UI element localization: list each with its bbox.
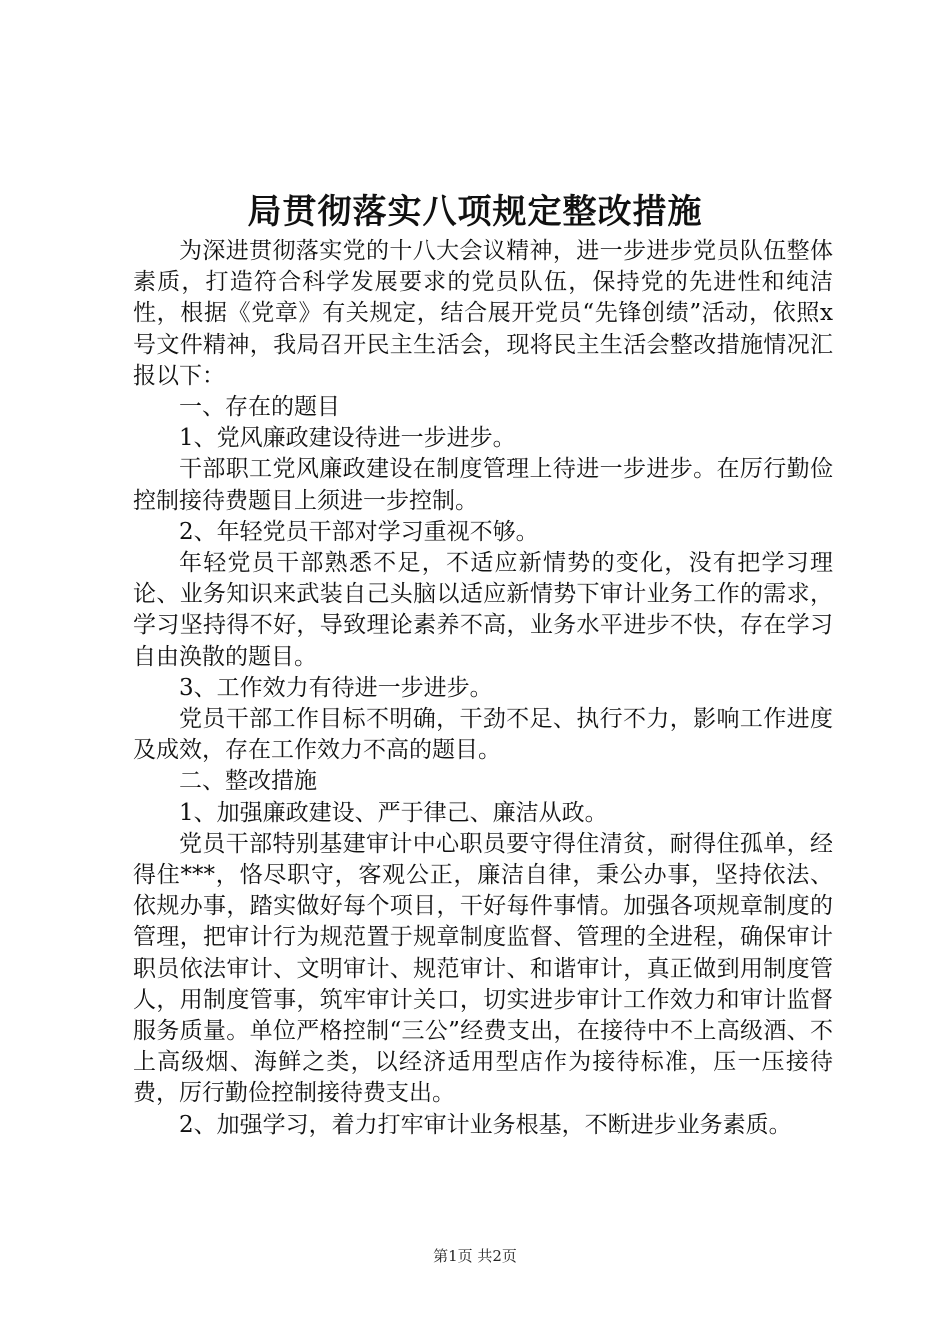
problem-1-text: 干部职工党风廉政建设在制度管理上待进一步进步。在厉行勤俭控制接待费题目上须进一步控制。 [133,456,833,514]
measure-1-heading: 1、加强廉政建设、严于律己、廉洁从政。 [179,799,608,826]
measure-2-heading: 2、加强学习，着力打牢审计业务根基，不断进步业务素质。 [179,1111,792,1138]
document-title: 局贯彻落实八项规定整改措施 [247,192,703,232]
problem-2-heading: 2、年轻党员干部对学习重视不够。 [179,518,539,545]
section-heading-problems: 一、存在的题目 [179,394,340,421]
measure-1-text: 党员干部特别基建审计中心职员要守得住清贫，耐得住孤单，经得住***，恪尽职守，客观公正，廉洁自律，秉公办事，坚持依法、依规办事，踏实做好每个项目，干好每件事情。加强各项规章制度的管理，把审计行为规范置于规章制度监督、管理的全进程，确保审计职员依法审计、文明审计、规范审计、和谐审计，真正做到用制度管人，用制度管事，筑牢审计关口，切实进步审计工作效力和审计监督服务质量。单位严格控制“三公”经费支出，在接待中不上高级酒、不上高级烟、海鲜之类，以经济适用型店作为接待标准，压一压接待费，厉行勤俭控制接待费支出。 [133,830,833,1107]
page-number-footer: 第1页 共2页 [433,1247,517,1265]
problem-3-text: 党员干部工作目标不明确，干劲不足、执行不力，影响工作进度及成效，存在工作效力不高的题目。 [133,706,833,764]
problem-2-text: 年轻党员干部熟悉不足，不适应新情势的变化，没有把学习理论、业务知识来武装自己头脑以适应新情势下审计业务工作的需求，学习坚持得不好，导致理论素养不高，业务水平进步不快，存在学习自由涣散的题目。 [133,550,833,670]
intro-paragraph: 为深进贯彻落实党的十八大会议精神，进一步进步党员队伍整体素质，打造符合科学发展要求的党员队伍，保持党的先进性和纯洁性，根据《党章》有关规定，结合展开党员“先锋创绩”活动，依照x号文件精神，我局召开民主生活会，现将民主生活会整改措施情况汇报以下： [133,238,833,389]
section-heading-measures: 二、整改措施 [179,768,317,795]
document-body [133,236,833,1141]
problem-3-heading: 3、工作效力有待进一步进步。 [179,674,493,701]
problem-1-heading: 1、党风廉政建设待进一步进步。 [179,425,516,452]
